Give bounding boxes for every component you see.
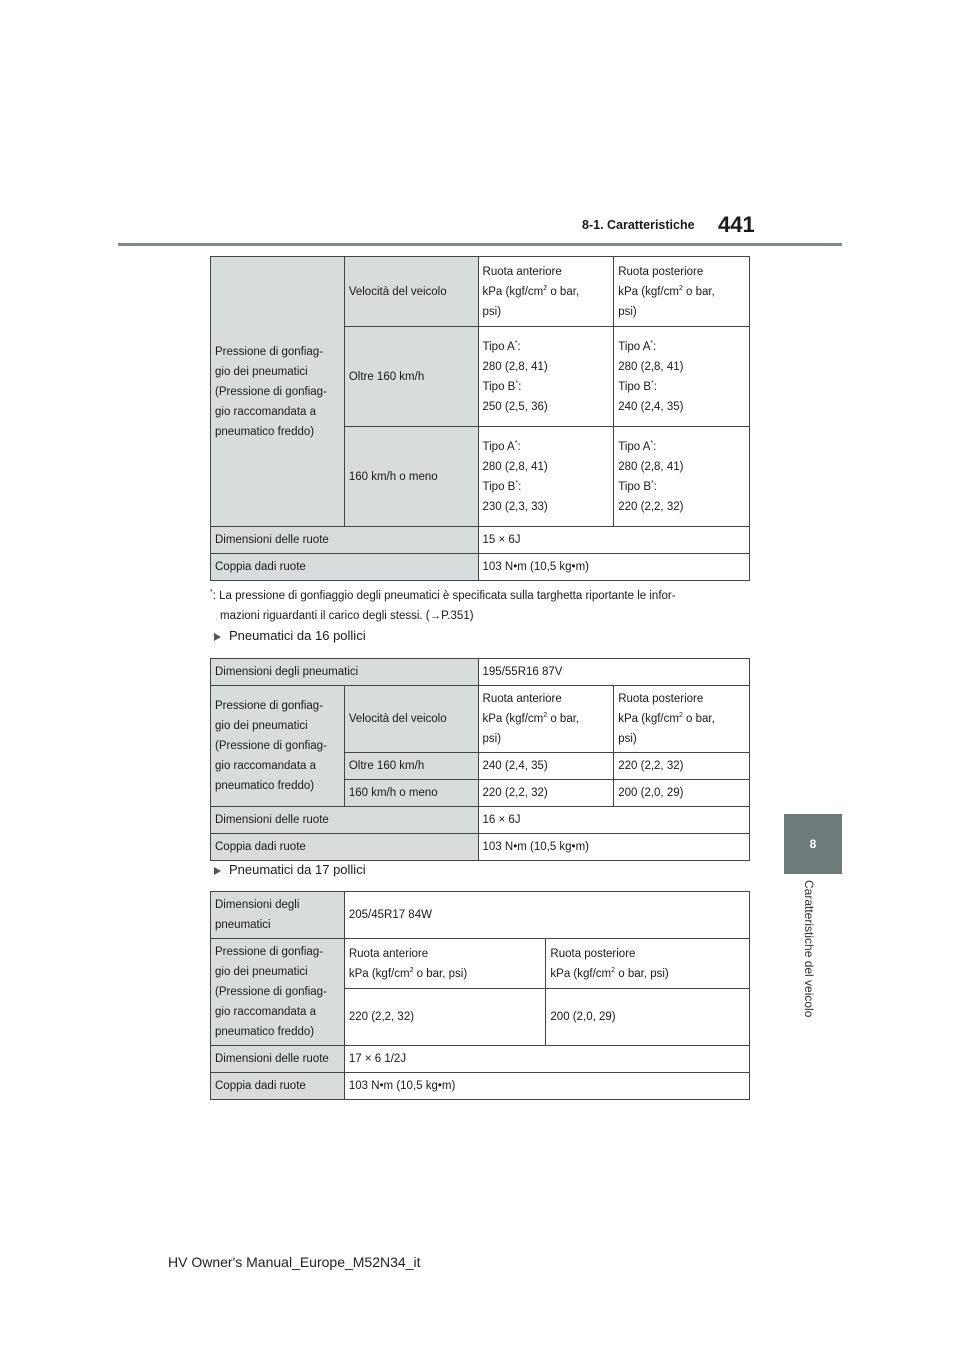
- rear-header-title: Ruota posteriore: [618, 693, 704, 705]
- heading-text: Pneumatici da 17 pollici: [229, 862, 366, 877]
- rear-over-160: 220 (2,2, 32): [614, 753, 750, 780]
- chapter-tab: 8: [784, 814, 842, 874]
- pressure-label-cell: [211, 257, 345, 527]
- torque-value: 103 N•m (10,5 kg•m): [478, 834, 749, 861]
- page-number: 441: [718, 212, 755, 237]
- footnote-text: : La pressione di gonfiaggio degli pneumatici è specificata sulla targhetta riportante le infor-: [212, 590, 676, 602]
- rear-header: [614, 257, 750, 327]
- pressure-value: 240 (2,4, 35): [618, 400, 684, 413]
- front-header-unit: kPa ($kgf/cm^2$ o bar, psi): [348, 966, 468, 980]
- pressure-value: 220 (2,2, 32): [618, 500, 684, 513]
- pressure-label-line: pneumatico freddo): [215, 1026, 315, 1038]
- unit-text: psi): [482, 305, 502, 318]
- torque-value: 103 N•m (10,5 kg•m): [344, 1073, 749, 1100]
- type-b-label: Tipo B*:: [482, 379, 522, 393]
- type-b-label: Tipo B*:: [618, 379, 657, 393]
- triangle-bullet-icon: [214, 633, 221, 641]
- pressure-label-line: (Pressione di gonfiag-: [215, 385, 327, 398]
- section-heading-17: [214, 862, 366, 877]
- front-under-160: [478, 427, 614, 527]
- header-rule: [118, 243, 842, 246]
- wheel-size-value: 17 × 6 1/2J: [344, 1046, 749, 1073]
- footnote-text: mazioni riguardanti il carico degli stessi. (→P.351): [220, 610, 474, 622]
- rear-under-160: [614, 427, 750, 527]
- section-heading-16: [214, 628, 366, 643]
- chapter-title: Caratteristiche del veicolo: [802, 880, 816, 1018]
- pressure-label-line: pneumatico freddo): [215, 780, 315, 792]
- unit-text: psi): [618, 733, 637, 745]
- tire-label-line: Dimensioni degli: [215, 899, 300, 911]
- pressure-value: 230 (2,3, 33): [482, 500, 548, 513]
- rear-header: [614, 686, 750, 753]
- rear-header-unit: [618, 282, 745, 302]
- pressure-label-cell: [211, 686, 345, 807]
- front-under-160: 220 (2,2, 32): [478, 780, 614, 807]
- rear-header-unit: kPa ($kgf/cm^2$ o bar, psi): [550, 966, 669, 980]
- wheel-size-label: Dimensioni delle ruote: [211, 807, 479, 834]
- front-header-title: Ruota anteriore: [482, 265, 562, 278]
- pressure-label-line: (Pressione di gonfiag-: [215, 740, 327, 752]
- footnote-line: [210, 586, 750, 606]
- type-b-label: Tipo B*:: [482, 479, 522, 493]
- rear-pressure-value: 200 (2,0, 29): [546, 989, 750, 1046]
- pressure-label-line: Pressione di gonfiag-: [215, 345, 324, 358]
- rear-header-title: Ruota posteriore: [550, 947, 636, 960]
- pressure-label-line: gio raccomandata a: [215, 760, 317, 772]
- wheel-size-value: 15 × 6J: [478, 527, 749, 554]
- unit-text: o bar,: [547, 285, 580, 298]
- pressure-label-line: (Pressione di gonfiag-: [215, 986, 327, 998]
- speed-header: Velocità del veicolo: [344, 686, 478, 753]
- pressure-label-line: pneumatico freddo): [215, 425, 315, 438]
- pressure-label-line: gio raccomandata a: [215, 1006, 317, 1018]
- front-over-160: 240 (2,4, 35): [478, 753, 614, 780]
- torque-label: Coppia dadi ruote: [211, 1073, 345, 1100]
- wheel-size-label: Dimensioni delle ruote: [211, 527, 479, 554]
- pressure-label-line: gio dei pneumatici: [215, 966, 308, 978]
- speed-over-160: Oltre 160 km/h: [344, 753, 478, 780]
- chapter-side-label: [800, 880, 820, 1040]
- front-header-title: Ruota anteriore: [482, 693, 562, 705]
- pressure-value: 250 (2,5, 36): [482, 400, 548, 413]
- speed-under-160: 160 km/h o meno: [344, 780, 478, 807]
- type-b-label: Tipo B*:: [618, 479, 657, 493]
- torque-label: Coppia dadi ruote: [211, 834, 479, 861]
- rear-under-160: 200 (2,0, 29): [614, 780, 750, 807]
- type-a-label: Tipo A*:: [482, 339, 521, 353]
- pressure-label-line: gio dei pneumatici: [215, 365, 308, 378]
- pressure-label-line: gio dei pneumatici: [215, 720, 308, 732]
- tire-size-label: Dimensioni degli pneumatici: [211, 659, 479, 686]
- speed-over-160: Oltre 160 km/h: [344, 327, 478, 427]
- front-header: [478, 686, 614, 753]
- front-header: [344, 939, 546, 989]
- footnote-mark: *: [210, 589, 213, 597]
- rear-over-160: [614, 327, 750, 427]
- pressure-label-line: Pressione di gonfiag-: [215, 700, 324, 712]
- section-title: 8-1. Caratteristiche: [582, 218, 695, 232]
- footnote: [210, 586, 750, 626]
- triangle-bullet-icon: [214, 867, 221, 875]
- tire-size-value: 205/45R17 84W: [344, 892, 749, 939]
- tire-size-value: 195/55R16 87V: [478, 659, 749, 686]
- pressure-value: 280 (2,8, 41): [618, 360, 684, 373]
- wheel-size-value: 16 × 6J: [478, 807, 749, 834]
- unit-text: psi): [482, 733, 502, 745]
- torque-value: 103 N•m (10,5 kg•m): [478, 554, 749, 581]
- front-over-160: [478, 327, 614, 427]
- torque-label: Coppia dadi ruote: [211, 554, 479, 581]
- tire-table-17: [210, 891, 750, 1100]
- pressure-label-line: Pressione di gonfiag-: [215, 946, 324, 958]
- wheel-size-label: Dimensioni delle ruote: [211, 1046, 345, 1073]
- rear-header-title: Ruota posteriore: [618, 265, 704, 278]
- heading-text: Pneumatici da 16 pollici: [229, 628, 366, 643]
- front-pressure-value: 220 (2,2, 32): [344, 989, 546, 1046]
- front-header-title: Ruota anteriore: [348, 947, 429, 960]
- type-a-label: Tipo A*:: [618, 339, 657, 353]
- type-a-label: Tipo A*:: [618, 439, 657, 453]
- type-a-label: Tipo A*:: [482, 439, 521, 453]
- pressure-label-cell: [211, 939, 345, 1046]
- unit-sup: 2: [678, 284, 683, 292]
- pressure-value: 280 (2,8, 41): [482, 360, 548, 373]
- tire-size-label: [211, 892, 345, 939]
- footer-doc-id: HV Owner's Manual_Europe_M52N34_it: [168, 1254, 421, 1270]
- front-header-unit: kPa ($kgf/cm^2$ o bar,: [482, 712, 580, 725]
- unit-text: kPa (kgf/cm: [482, 285, 544, 298]
- unit-sup: 2: [543, 284, 548, 292]
- speed-header: Velocità del veicolo: [344, 257, 478, 327]
- tire-table-16: [210, 658, 750, 861]
- pressure-value: 280 (2,8, 41): [482, 460, 548, 473]
- pressure-label-line: gio raccomandata a: [215, 405, 317, 418]
- tire-label-line: pneumatici: [215, 919, 271, 931]
- pressure-value: 280 (2,8, 41): [618, 460, 684, 473]
- unit-text: psi): [618, 305, 637, 318]
- rear-header: [546, 939, 750, 989]
- front-header: [478, 257, 614, 327]
- tire-table-15: [210, 256, 750, 581]
- rear-header-unit: kPa ($kgf/cm^2$ o bar,: [618, 712, 715, 725]
- speed-under-160: 160 km/h o meno: [344, 427, 478, 527]
- unit-text: o bar,: [682, 285, 715, 298]
- front-header-unit: [483, 282, 610, 302]
- unit-text: kPa (kgf/cm: [618, 285, 679, 298]
